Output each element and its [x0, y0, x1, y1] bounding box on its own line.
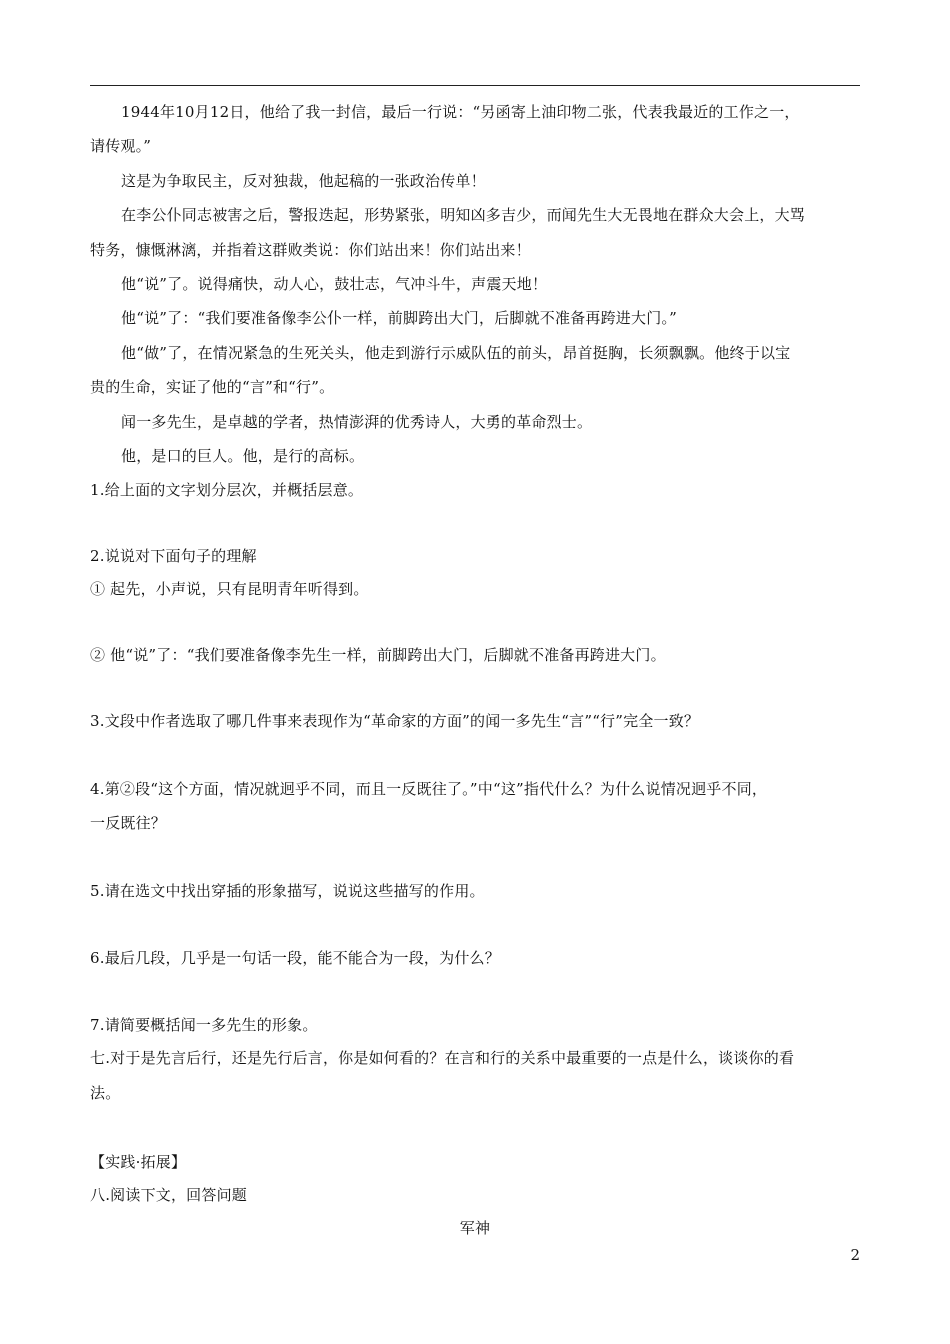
passage-paragraph-7: 闻一多先生，是卓越的学者，热情澎湃的优秀诗人，大勇的革命烈士。	[121, 413, 593, 431]
question-2-item-1: ① 起先，小声说，只有昆明青年听得到。	[90, 580, 369, 598]
question-5: 5.请在选文中找出穿插的形象描写，说说这些描写的作用。	[90, 882, 485, 900]
section-8-instruction: 八.阅读下文，回答问题	[90, 1186, 247, 1204]
passage-paragraph-2: 这是为争取民主，反对独裁，他起稿的一张政治传单！	[121, 172, 486, 190]
question-1: 1.给上面的文字划分层次，并概括层意。	[90, 481, 364, 499]
page-number: 2	[850, 1246, 860, 1264]
question-2: 2.说说对下面句子的理解	[90, 547, 257, 565]
question-3: 3.文段中作者选取了哪几件事来表现作为“革命家的方面”的闻一多先生“言”“行”完全一致？	[90, 712, 700, 730]
passage-paragraph-8: 他，是口的巨人。他，是行的高标。	[121, 447, 365, 465]
passage-paragraph-1-cont: 请传观。”	[90, 137, 152, 155]
question-6: 6.最后几段，几乎是一句话一段，能不能合为一段，为什么？	[90, 949, 500, 967]
question-4-cont: 一反既往？	[90, 814, 167, 832]
practice-heading: 【实践·拓展】	[90, 1153, 187, 1171]
passage-paragraph-6-cont: 贵的生命，实证了他的“言”和“行”。	[90, 378, 335, 396]
question-2-item-2: ② 他“说”了：“我们要准备像李先生一样，前脚跨出大门，后脚就不准备再跨进大门。	[90, 646, 666, 664]
passage-paragraph-4: 他“说”了。说得痛快，动人心，鼓壮志，气冲斗牛，声震天地！	[121, 275, 548, 293]
passage-paragraph-6: 他“做”了，在情况紧急的生死关头，他走到游行示威队伍的前头，昂首挺胸，长须飘飘。他终于以宝	[121, 344, 791, 362]
question-4: 4.第②段“这个方面，情况就迥乎不同，而且一反既往了。”中“这”指代什么？为什么说情况迥乎不同，	[90, 780, 768, 798]
passage-paragraph-1: 1944年10月12日，他给了我一封信，最后一行说：“另函寄上油印物二张，代表我最近的工作之一，	[121, 103, 800, 121]
section-7-question-cont: 法。	[90, 1084, 121, 1102]
section-7-question: 七.对于是先言后行，还是先行后言，你是如何看的？在言和行的关系中最重要的一点是什么，谈谈你的看	[90, 1049, 795, 1067]
passage-paragraph-3: 在李公仆同志被害之后，警报迭起，形势紧张，明知凶多吉少，而闻先生大无畏地在群众大会上，大骂	[121, 206, 806, 224]
passage-paragraph-5: 他“说”了：“我们要准备像李公仆一样，前脚跨出大门，后脚就不准备再跨进大门。”	[121, 309, 677, 327]
header-rule	[90, 85, 860, 86]
article-title: 军神	[459, 1219, 491, 1237]
passage-paragraph-3-cont: 特务，慷慨淋漓，并指着这群败类说：你们站出来！你们站出来！	[90, 241, 531, 259]
question-7: 7.请简要概括闻一多先生的形象。	[90, 1016, 318, 1034]
